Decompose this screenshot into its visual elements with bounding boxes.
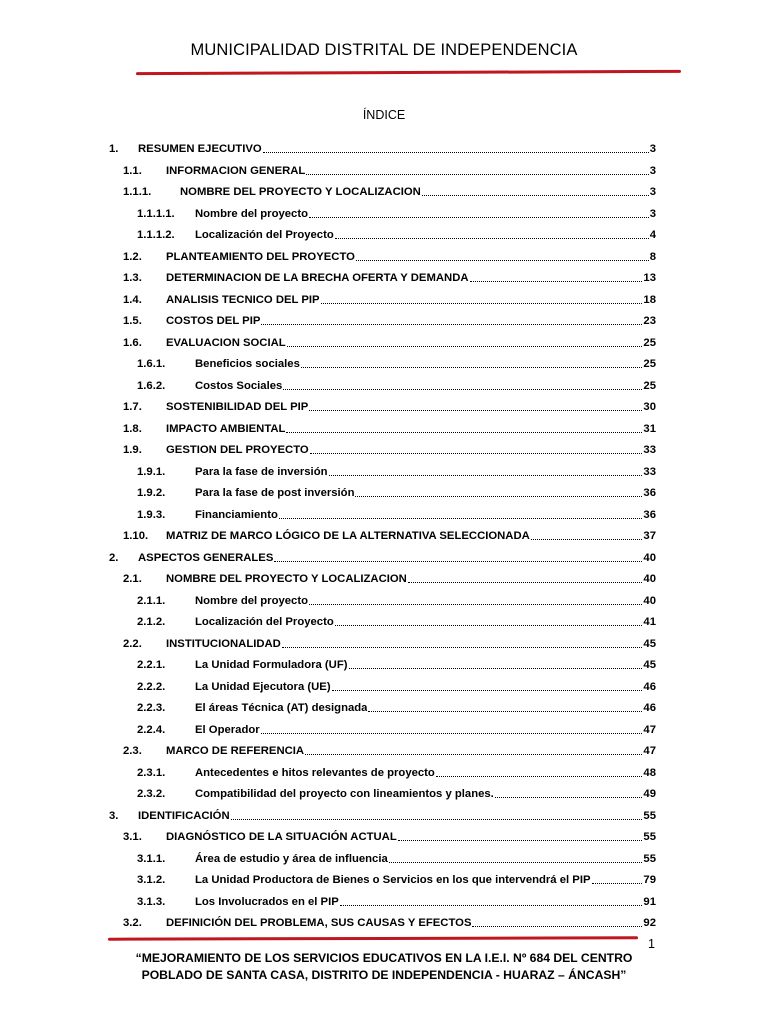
toc-entry-number: 1.5. — [123, 315, 142, 327]
toc-entry-number: 1.7. — [123, 401, 142, 413]
toc-entry[interactable] — [123, 332, 656, 350]
toc-entry-number: 2.2.2. — [137, 680, 166, 693]
toc-entry[interactable] — [123, 740, 656, 758]
toc-dot-leader — [332, 690, 643, 691]
toc-entry[interactable] — [137, 891, 656, 909]
toc-dot-leader — [355, 496, 642, 497]
toc-entry[interactable] — [137, 611, 656, 629]
toc-entry[interactable] — [109, 138, 656, 156]
page-number: 1 — [648, 937, 655, 951]
toc-dot-leader — [495, 797, 643, 798]
toc-entry-page: 31 — [643, 422, 656, 435]
toc-dot-leader — [263, 152, 649, 153]
toc-dot-leader — [472, 926, 642, 927]
toc-dot-leader — [286, 432, 642, 433]
toc-entry-number: 1.9.3. — [137, 508, 166, 521]
toc-entry[interactable] — [137, 697, 656, 715]
toc-entry-page: 3 — [649, 207, 656, 220]
toc-entry-number: 1.3. — [123, 272, 142, 284]
toc-dot-leader — [321, 303, 643, 304]
toc-entry[interactable] — [123, 568, 656, 586]
toc-entry-page: 92 — [643, 917, 656, 929]
toc-entry-number: 2.2.3. — [137, 702, 166, 714]
toc-entry-page: 33 — [643, 444, 656, 456]
toc-entry-page: 25 — [643, 336, 656, 349]
toc-entry-page: 30 — [643, 401, 656, 413]
toc-entry-page: 36 — [643, 487, 656, 499]
toc-entry-number: 3.1.3. — [137, 895, 166, 908]
toc-entry[interactable] — [137, 375, 656, 393]
toc-entry-title: Costos Sociales — [195, 379, 283, 392]
toc-entry-title: INFORMACION GENERAL — [166, 164, 306, 177]
toc-entry-number: 1.9.1. — [137, 465, 166, 478]
toc-entry[interactable] — [123, 289, 656, 307]
toc-entry-title: Los Involucrados en el PIP — [195, 895, 339, 908]
toc-entry[interactable] — [137, 848, 656, 866]
toc-entry[interactable] — [109, 547, 656, 565]
toc-entry-page: 55 — [643, 809, 656, 822]
toc-dot-leader — [470, 281, 643, 282]
toc-dot-leader — [310, 453, 643, 454]
toc-entry-title: Nombre del proyecto — [195, 594, 308, 607]
toc-entry-number: 2.3. — [123, 745, 142, 757]
toc-entry-title: MATRIZ DE MARCO LÓGICO DE LA ALTERNATIVA SELECCIONADA — [166, 530, 530, 542]
toc-entry-title: INSTITUCIONALIDAD — [166, 637, 281, 650]
toc-entry[interactable] — [137, 353, 656, 371]
toc-entry-number: 2.2.1. — [137, 659, 166, 671]
toc-entry-title: GESTION DEL PROYECTO — [166, 444, 309, 456]
toc-entry-page: 79 — [643, 874, 656, 886]
toc-entry[interactable] — [123, 181, 656, 199]
toc-entry[interactable] — [137, 676, 656, 694]
toc-entry-number: 1.4. — [123, 293, 142, 306]
toc-dot-leader — [283, 389, 642, 390]
toc-entry-title: Nombre del proyecto — [195, 207, 308, 220]
toc-entry-title: NOMBRE DEL PROYECTO Y LOCALIZACION — [180, 186, 421, 198]
toc-entry-number: 1.6.1. — [137, 358, 166, 370]
toc-entry-page: 48 — [643, 766, 656, 779]
toc-entry-number: 1.10. — [123, 530, 149, 542]
toc-entry-title: EVALUACION SOCIAL — [166, 336, 286, 349]
toc-entry[interactable] — [123, 160, 656, 178]
toc-dot-leader — [305, 754, 642, 755]
toc-entry-page: 47 — [643, 745, 656, 757]
toc-entry-page: 33 — [643, 465, 656, 478]
toc-dot-leader — [531, 539, 643, 540]
toc-dot-leader — [287, 346, 643, 347]
toc-entry-title: Área de estudio y área de influencia — [195, 852, 388, 865]
toc-entry-number: 2.1. — [123, 573, 142, 585]
toc-entry-title: PLANTEAMIENTO DEL PROYECTO — [166, 250, 355, 263]
toc-entry-page: 45 — [643, 659, 656, 671]
document-footer — [0, 950, 768, 984]
toc-entry[interactable] — [123, 826, 656, 844]
toc-entry[interactable] — [137, 590, 656, 608]
toc-entry-page: 25 — [643, 358, 656, 370]
toc-dot-leader — [261, 733, 643, 734]
toc-entry-title: El Operador — [195, 723, 260, 736]
toc-entry[interactable] — [137, 461, 656, 479]
toc-dot-leader — [306, 174, 648, 175]
toc-entry-page: 45 — [643, 637, 656, 650]
toc-entry-number: 2.2. — [123, 637, 142, 650]
toc-dot-leader — [309, 217, 649, 218]
toc-entry-page: 40 — [643, 551, 656, 564]
toc-dot-leader — [274, 561, 642, 562]
toc-entry[interactable] — [123, 267, 656, 285]
toc-dot-leader — [349, 668, 643, 669]
toc-entry-page: 18 — [643, 293, 656, 306]
toc-entry-title: NOMBRE DEL PROYECTO Y LOCALIZACION — [166, 573, 407, 585]
toc-entry[interactable] — [137, 719, 656, 737]
toc-entry-page: 47 — [643, 723, 656, 736]
footer-line-2: POBLADO DE SANTA CASA, DISTRITO DE INDEPENDENCIA - HUARAZ – ÁNCASH” — [141, 968, 627, 982]
toc-dot-leader — [368, 711, 642, 712]
toc-entry-page: 25 — [643, 379, 656, 392]
toc-dot-leader — [422, 195, 649, 196]
footer-line-1: “MEJORAMIENTO DE LOS SERVICIOS EDUCATIVOS EN LA I.E.I. Nº 684 DEL CENTRO — [135, 951, 633, 965]
toc-dot-leader — [309, 410, 642, 411]
toc-dot-leader — [408, 582, 643, 583]
toc-entry-number: 3.1.2. — [137, 874, 166, 886]
toc-entry-number: 2.3.1. — [137, 766, 166, 779]
toc-entry-title: RESUMEN EJECUTIVO — [138, 143, 262, 155]
toc-entry-title: El áreas Técnica (AT) designada — [195, 702, 368, 714]
toc-entry-title: Para la fase de inversión — [195, 465, 328, 478]
toc-entry-number: 1.6.2. — [137, 379, 166, 392]
toc-entry[interactable] — [137, 224, 656, 242]
toc-entry-title: ASPECTOS GENERALES — [138, 551, 274, 564]
toc-entry-number: 3. — [109, 809, 119, 822]
toc-entry[interactable] — [109, 805, 656, 823]
toc-entry[interactable] — [137, 203, 656, 221]
index-title: ÍNDICE — [362, 108, 406, 122]
toc-entry-page: 13 — [643, 272, 656, 284]
toc-entry[interactable] — [123, 525, 656, 543]
toc-entry-page: 40 — [643, 594, 656, 607]
toc-dot-leader — [282, 647, 643, 648]
toc-dot-leader — [335, 238, 649, 239]
toc-entry-title: La Unidad Ejecutora (UE) — [195, 680, 331, 693]
toc-entry-page: 8 — [649, 250, 656, 263]
toc-entry[interactable] — [137, 869, 656, 887]
toc-entry-page: 36 — [643, 508, 656, 521]
toc-entry-number: 1.8. — [123, 422, 142, 435]
toc-entry-number: 1.1. — [123, 164, 142, 177]
toc-entry[interactable] — [123, 310, 656, 328]
toc-entry-title: DIAGNÓSTICO DE LA SITUACIÓN ACTUAL — [166, 831, 397, 843]
toc-entry[interactable] — [123, 439, 656, 457]
toc-entry-title: SOSTENIBILIDAD DEL PIP — [166, 401, 309, 413]
toc-entry[interactable] — [137, 762, 656, 780]
toc-entry-page: 55 — [643, 831, 656, 843]
toc-entry[interactable] — [137, 504, 656, 522]
toc-entry-title: Antecedentes e hitos relevantes de proyecto — [195, 766, 435, 779]
toc-entry-number: 1.1.1. — [123, 186, 152, 198]
toc-entry-title: Beneficios sociales — [195, 358, 300, 370]
toc-entry-page: 3 — [649, 186, 656, 198]
toc-entry[interactable] — [137, 654, 656, 672]
toc-entry-page: 91 — [643, 895, 656, 908]
toc-entry[interactable] — [137, 482, 656, 500]
toc-entry-page: 23 — [643, 315, 656, 327]
toc-entry-title: La Unidad Formuladora (UF) — [195, 659, 348, 671]
toc-entry-page: 55 — [643, 852, 656, 865]
toc-entry-number: 2.1.2. — [137, 616, 166, 628]
toc-entry-title: IMPACTO AMBIENTAL — [166, 422, 286, 435]
toc-entry-title: Localización del Proyecto — [195, 229, 334, 241]
toc-entry-page: 46 — [643, 702, 656, 714]
toc-entry-page: 4 — [649, 229, 656, 241]
toc-entry-number: 1.1.1.2. — [137, 229, 175, 241]
toc-dot-leader — [592, 883, 643, 884]
toc-entry-number: 1.1.1.1. — [137, 207, 175, 220]
toc-entry-page: 41 — [643, 616, 656, 628]
toc-entry-page: 40 — [643, 573, 656, 585]
toc-entry-page: 3 — [649, 143, 656, 155]
toc-entry-page: 37 — [643, 530, 656, 542]
toc-entry[interactable] — [123, 912, 656, 930]
toc-entry-title: DETERMINACION DE LA BRECHA OFERTA Y DEMANDA — [166, 272, 469, 284]
toc-entry-number: 1. — [109, 143, 119, 155]
toc-dot-leader — [279, 518, 643, 519]
toc-entry-title: ANALISIS TECNICO DEL PIP — [166, 293, 320, 306]
toc-entry-page: 3 — [649, 164, 656, 177]
toc-dot-leader — [436, 776, 643, 777]
toc-entry-number: 3.1.1. — [137, 852, 166, 865]
toc-dot-leader — [309, 604, 642, 605]
toc-entry-number: 2.3.2. — [137, 788, 166, 800]
toc-entry-title: DEFINICIÓN DEL PROBLEMA, SUS CAUSAS Y EFECTOS — [166, 917, 472, 929]
toc-entry-number: 2.1.1. — [137, 594, 166, 607]
toc-entry-title: Para la fase de post inversión — [195, 487, 355, 499]
toc-entry-title: La Unidad Productora de Bienes o Servicios en los que intervendrá el PIP — [195, 874, 591, 886]
toc-entry-title: Financiamiento — [195, 508, 278, 521]
toc-dot-leader — [398, 840, 643, 841]
toc-dot-leader — [340, 905, 643, 906]
toc-entry-number: 1.9.2. — [137, 487, 166, 499]
toc-entry-title: Localización del Proyecto — [195, 616, 334, 628]
toc-dot-leader — [261, 324, 642, 325]
toc-entry-number: 1.6. — [123, 336, 142, 349]
toc-dot-leader — [231, 819, 643, 820]
toc-entry[interactable] — [123, 396, 656, 414]
toc-dot-leader — [301, 367, 643, 368]
toc-entry-number: 1.9. — [123, 444, 142, 456]
toc-entry[interactable] — [123, 418, 656, 436]
toc-entry-title: Compatibilidad del proyecto con lineamientos y planes. — [195, 788, 494, 800]
toc-entry[interactable] — [123, 246, 656, 264]
toc-entry-number: 3.1. — [123, 831, 142, 843]
toc-dot-leader — [329, 475, 643, 476]
toc-entry-number: 1.2. — [123, 250, 142, 263]
toc-entry-number: 2.2.4. — [137, 723, 166, 736]
toc-entry[interactable] — [137, 783, 656, 801]
toc-entry-title: IDENTIFICACIÓN — [138, 809, 230, 822]
toc-entry-page: 49 — [643, 788, 656, 800]
toc-dot-leader — [335, 625, 643, 626]
toc-entry-number: 3.2. — [123, 917, 142, 929]
toc-dot-leader — [389, 862, 643, 863]
toc-entry[interactable] — [123, 633, 656, 651]
toc-entry-title: MARCO DE REFERENCIA — [166, 745, 305, 757]
toc-entry-page: 46 — [643, 680, 656, 693]
toc-dot-leader — [356, 260, 649, 261]
document-header-title: MUNICIPALIDAD DISTRITAL DE INDEPENDENCIA — [190, 41, 578, 59]
toc-entry-title: COSTOS DEL PIP — [166, 315, 261, 327]
toc-entry-number: 2. — [109, 551, 119, 564]
